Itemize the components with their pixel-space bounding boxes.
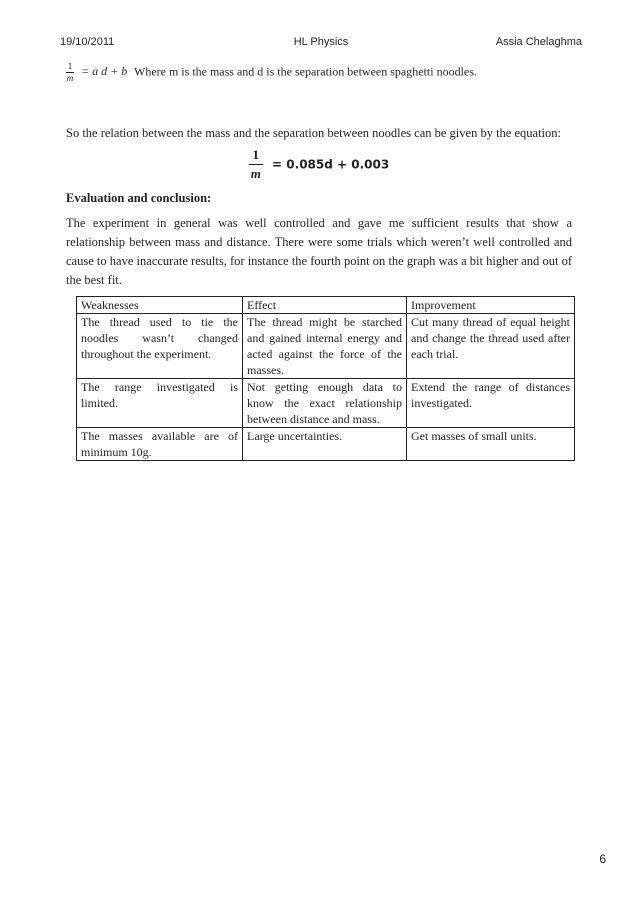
page-number: 6 bbox=[599, 852, 606, 866]
evaluation-table bbox=[76, 296, 575, 461]
header-date: 19/10/2011 bbox=[60, 36, 115, 48]
fraction-numerator: 1 bbox=[67, 61, 73, 71]
table-cell: Get masses of small units. bbox=[407, 428, 575, 461]
equation-description: Where m is the mass and d is the separation between spaghetti noodles. bbox=[134, 64, 477, 79]
equation-fraction bbox=[66, 62, 74, 83]
table-header: Weaknesses bbox=[77, 297, 243, 314]
table-cell: Cut many thread of equal height and change the thread used after each trial. bbox=[407, 314, 575, 379]
section-heading: Evaluation and conclusion: bbox=[66, 191, 212, 205]
table-cell: Not getting enough data to know the exact relationship between distance and mass. bbox=[243, 379, 407, 428]
equation-rhs: = a d + b bbox=[81, 64, 128, 79]
equation-fitted bbox=[0, 148, 638, 181]
fitted-denominator: m bbox=[250, 166, 261, 181]
fitted-fraction bbox=[249, 148, 263, 181]
table-cell: The thread used to tie the noodles wasn’t changed throughout the experiment. bbox=[77, 314, 243, 379]
table-header: Improvement bbox=[407, 297, 575, 314]
header-author: Assia Chelaghma bbox=[495, 36, 582, 48]
page-header bbox=[60, 36, 582, 54]
evaluation-paragraph: The experiment in general was well controlled and gave me sufficient results that show a relationship between mass and distance. There were some trials which weren’t well controlled and cause to have inaccurate results, for instance the fourth point on the graph was a bit higher and out of the best fit. bbox=[66, 216, 572, 287]
table-row bbox=[77, 379, 575, 428]
fitted-rhs: = 0.085d + 0.003 bbox=[272, 157, 390, 172]
fraction-denominator: m bbox=[66, 73, 74, 83]
table-header-row bbox=[77, 297, 575, 314]
fitted-numerator: 1 bbox=[252, 147, 260, 162]
table-cell: Extend the range of distances investigated. bbox=[407, 379, 575, 428]
table-cell: Large uncertainties. bbox=[243, 428, 407, 461]
table-cell: The thread might be starched and gained internal energy and acted against the force of the masses. bbox=[243, 314, 407, 379]
table-cell: The range investigated is limited. bbox=[77, 379, 243, 428]
table-cell: The masses available are of minimum 10g. bbox=[77, 428, 243, 461]
relation-text: So the relation between the mass and the separation between noodles can be given by the equation: bbox=[66, 126, 561, 140]
table-row bbox=[77, 428, 575, 461]
table-row bbox=[77, 314, 575, 379]
equation-general-form bbox=[66, 62, 477, 92]
table-header: Effect bbox=[243, 297, 407, 314]
header-subject: HL Physics bbox=[293, 36, 349, 48]
